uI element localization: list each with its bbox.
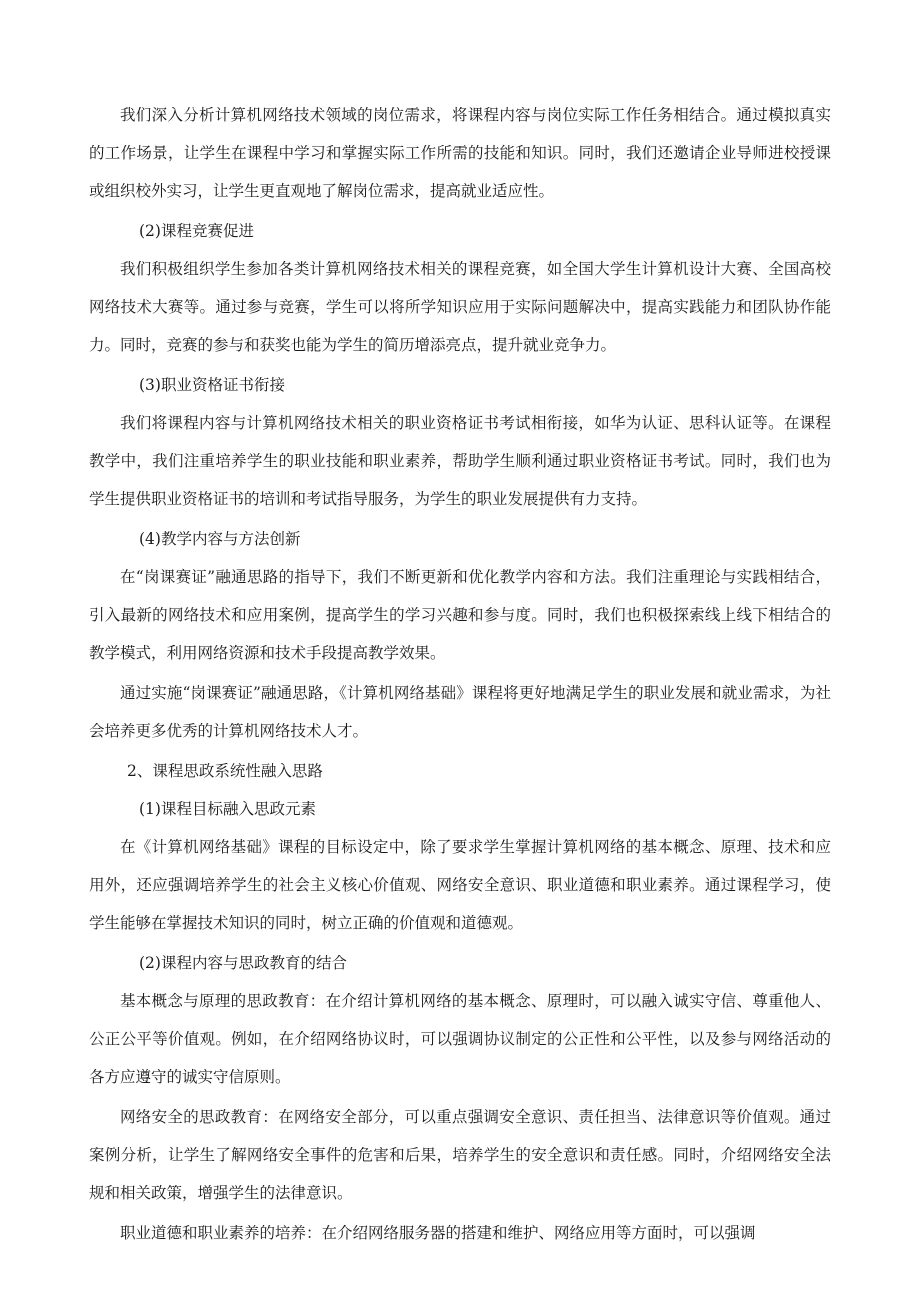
paragraph-certificate: 我们将课程内容与计算机网络技术相关的职业资格证书考试相衔接，如华为认证、思科认证等。在课程教学中，我们注重培养学生的职业技能和职业素养，帮助学生顺利通过职业资格证书考试。同时，我们也为学生提供职业资格证书的培训和考试指导服务，为学生的职业发展提供有力支持。 [89,414,831,508]
heading-teaching-innovation: (4)教学内容与方法创新 [139,530,301,548]
document-page [89,96,831,1254]
paragraph-course-goals: 在《计算机网络基础》课程的目标设定中，除了要求学生掌握计算机网络的基本概念、原理、技术和应用外，还应强调培养学生的社会主义核心价值观、网络安全意识、职业道德和职业素养。通过课程学习，使学生能够在掌握技术知识的同时，树立正确的价值观和道德观。 [89,838,831,932]
heading-course-goals: (1)课程目标融入思政元素 [139,800,316,818]
heading-certificate: (3)职业资格证书衔接 [139,376,285,394]
paragraph-teaching-innovation: 在“岗课赛证”融通思路的指导下，我们不断更新和优化教学内容和方法。我们注重理论与实践相结合，引入最新的网络技术和应用案例，提高学生的学习兴趣和参与度。同时，我们也积极探索线上线下相结合的教学模式，利用网络资源和技术手段提高教学效果。 [89,568,831,662]
paragraph-network-security: 网络安全的思政教育：在网络安全部分，可以重点强调安全意识、责任担当、法律意识等价值观。通过案例分析，让学生了解网络安全事件的危害和后果，培养学生的安全意识和责任感。同时，介绍网络安全法规和相关政策，增强学生的法律意识。 [89,1108,831,1202]
paragraph-basic-concepts: 基本概念与原理的思政教育：在介绍计算机网络的基本概念、原理时，可以融入诚实守信、尊重他人、公正公平等价值观。例如，在介绍网络协议时，可以强调协议制定的公正性和公平性，以及参与网络活动的各方应遵守的诚实守信原则。 [89,992,831,1086]
paragraph-professional-ethics: 职业道德和职业素养的培养：在介绍网络服务器的搭建和维护、网络应用等方面时，可以强调 [120,1224,756,1242]
heading-content-integration: (2)课程内容与思政教育的结合 [139,954,347,972]
heading-course-competition: (2)课程竞赛促进 [139,222,254,240]
section-heading-ideological: 2、课程思政系统性融入思路 [127,762,323,780]
paragraph-competition: 我们积极组织学生参加各类计算机网络技术相关的课程竞赛，如全国大学生计算机设计大赛、全国高校网络技术大赛等。通过参与竞赛，学生可以将所学知识应用于实际问题解决中，提高实践能力和团队协作能力。同时，竞赛的参与和获奖也能为学生的简历增添亮点，提升就业竞争力。 [89,260,831,354]
paragraph-job-alignment: 我们深入分析计算机网络技术领域的岗位需求，将课程内容与岗位实际工作任务相结合。通过模拟真实的工作场景，让学生在课程中学习和掌握实际工作所需的技能和知识。同时，我们还邀请企业导师进校授课或组织校外实习，让学生更直观地了解岗位需求，提高就业适应性。 [89,106,831,200]
paragraph-summary: 通过实施“岗课赛证”融通思路，《计算机网络基础》课程将更好地满足学生的职业发展和就业需求，为社会培养更多优秀的计算机网络技术人才。 [89,684,831,740]
